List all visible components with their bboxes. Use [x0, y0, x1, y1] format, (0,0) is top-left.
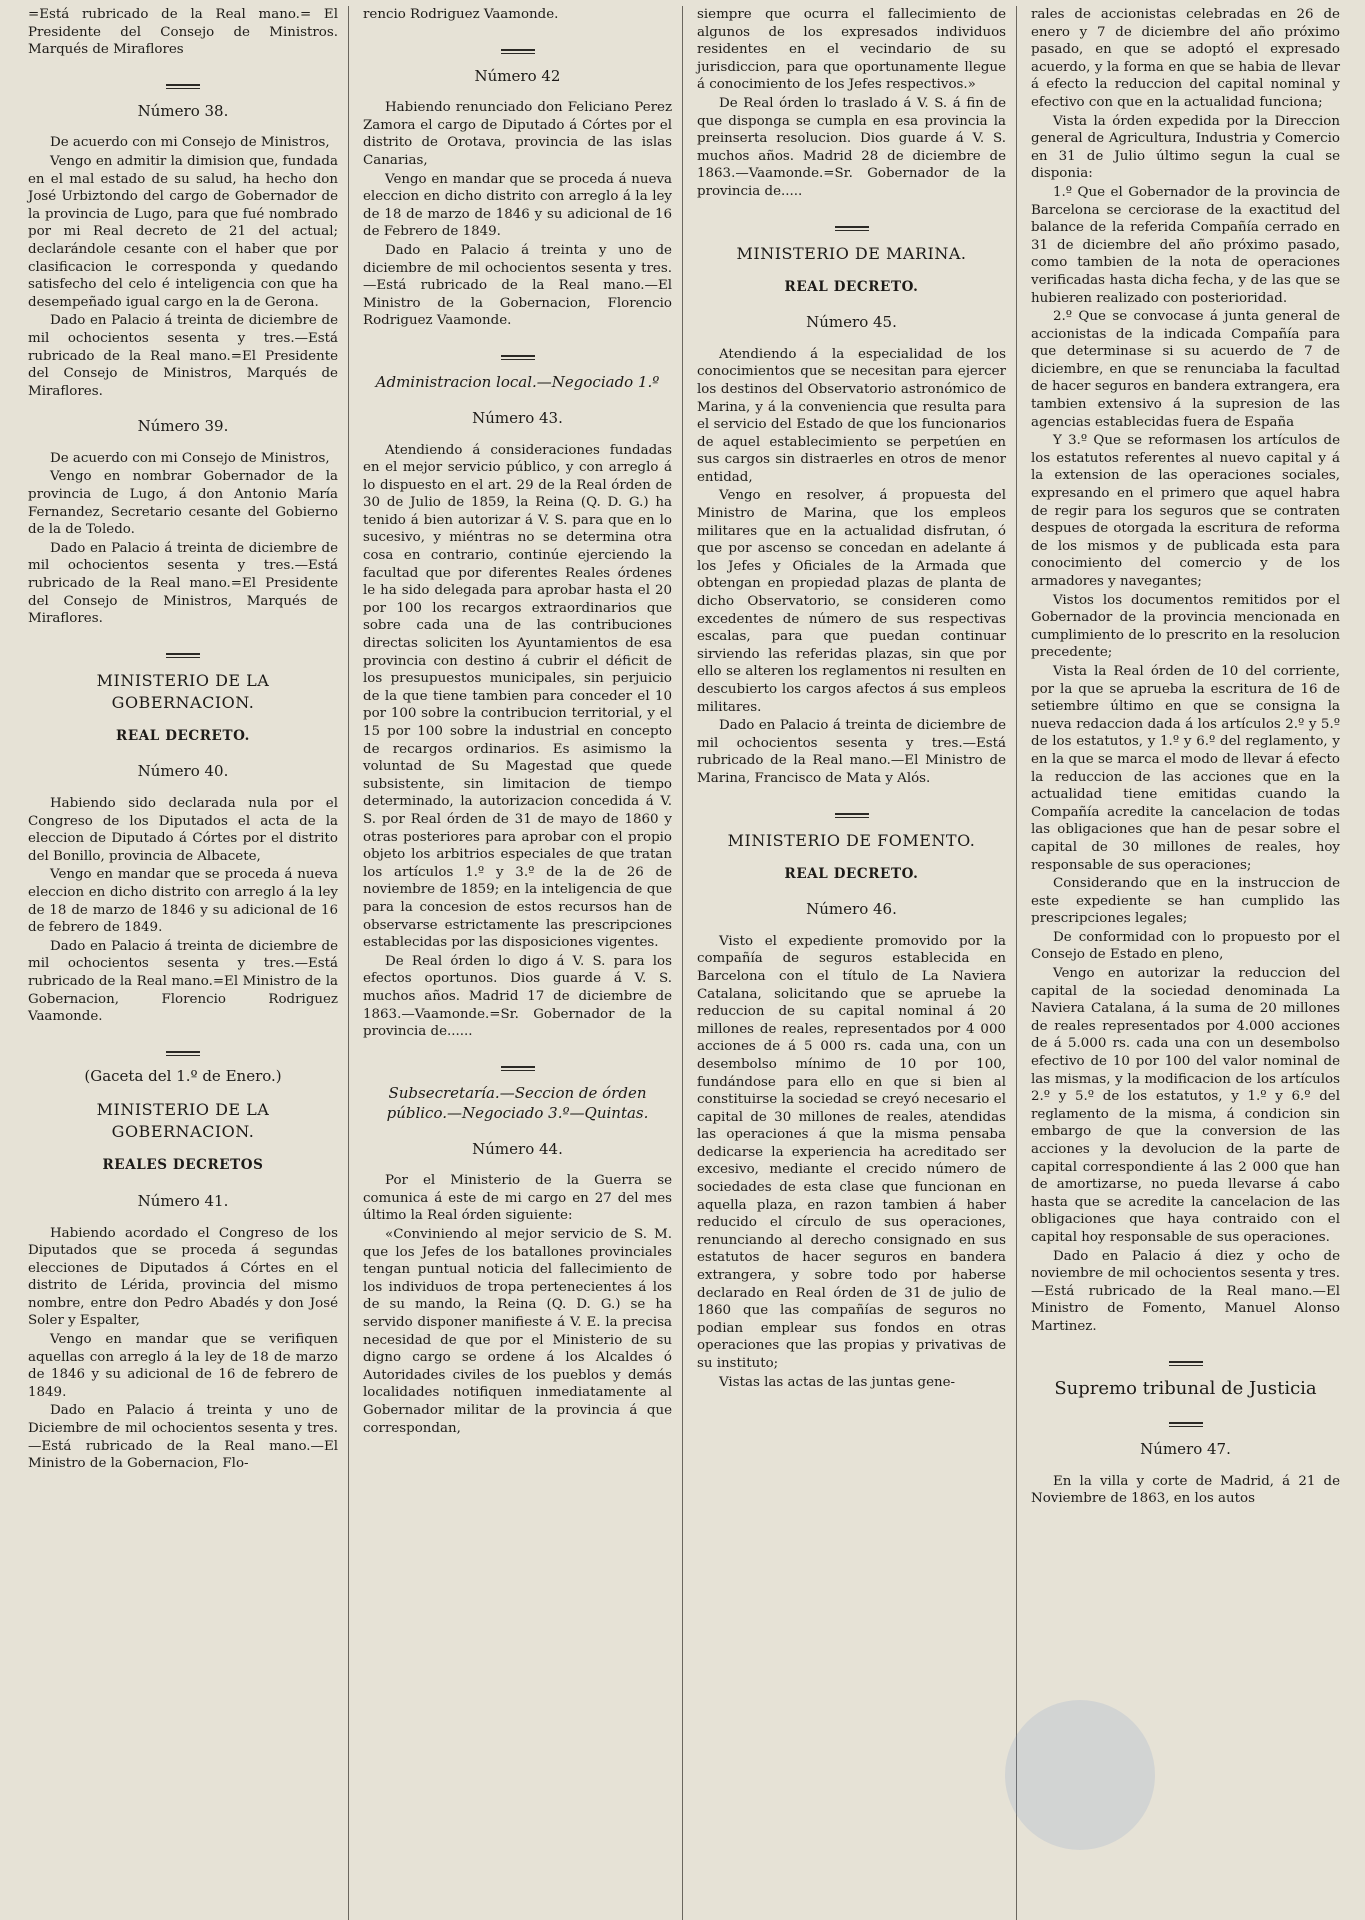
paragraph: Vistas las actas de las juntas gene-: [719, 1374, 956, 1390]
decree-heading: REAL DECRETO.: [784, 278, 919, 295]
library-stamp: [1005, 1700, 1155, 1850]
paragraph: En la villa y corte de Madrid, á 21 de Noviembre de 1863, en los autos: [1031, 1473, 1340, 1507]
decree-number: Número 47.: [1140, 1440, 1231, 1459]
paragraph: Atendiendo á la especialidad de los conocimientos que se necesitan para ejercer los destinos del Observatorio astronómico de Marina, y á la conveniencia que resulta para el servicio del Estado de que los funcionarios de aquel establecimiento se perpetúen en sus cargos sin distraerles en otros de menor entidad,: [697, 346, 1006, 485]
separator: [697, 806, 1006, 814]
decree-number: Número 41.: [137, 1191, 229, 1210]
ministry-heading: MINISTERIO DE FOMENTO.: [727, 830, 976, 850]
paragraph: Vistos los documentos remitidos por el Gobernador de la provincia mencionada en cumplimiento de lo prescrito en la resolucion precedente;: [1031, 592, 1340, 661]
separator: [1031, 1354, 1340, 1362]
paragraph: De Real órden lo traslado á V. S. á fin de que disponga se cumpla en esa provincia la preinserta resolucion. Dios guarde á V. S. muchos años. Madrid 28 de diciembre de 1863.—Vaamonde.=Sr. Gobernador de la provincia de.....: [697, 95, 1006, 199]
paragraph: De acuerdo con mi Consejo de Ministros,: [50, 135, 330, 151]
separator: [28, 77, 338, 85]
ministry-heading: MINISTERIO DE LA GOBERNACION.: [96, 670, 270, 712]
decree-number: Número 38.: [137, 101, 229, 120]
decree-number: Número 46.: [806, 900, 897, 919]
tribunal-heading: Supremo tribunal de Justicia: [1054, 1377, 1317, 1399]
column-2: [348, 6, 682, 1920]
paragraph: rencio Rodriguez Vaamonde.: [363, 7, 559, 22]
paragraph: Dado en Palacio á treinta y uno de diciembre de mil ochocientos sesenta y tres.—Está rubricado de la Real mano.—El Ministro de la Gobernacion, Florencio Rodriguez Vaamonde.: [363, 242, 672, 329]
paragraph: De conformidad con lo propuesto por el Consejo de Estado en pleno,: [1031, 929, 1340, 963]
separator: [697, 219, 1006, 227]
paragraph: Por el Ministerio de la Guerra se comunica á este de mi cargo en 27 del mes último la Real órden siguiente:: [363, 1173, 672, 1224]
paragraph: Habiendo sido declarada nula por el Congreso de los Diputados el acta de la eleccion de Diputado á Córtes por el distrito del Bonillo, provincia de Albacete,: [28, 796, 338, 864]
decree-number: Número 45.: [806, 313, 897, 332]
column-3: [682, 6, 1016, 1920]
separator: [363, 1059, 672, 1067]
paragraph: Vengo en resolver, á propuesta del Ministro de Marina, que los empleos militares que en la actualidad disfrutan, ó que por ascenso se concedan en adelante á los Jefes y Oficiales de la Armada que obtengan en propiedad plazas de planta de dicho Observatorio, se consideren como excedentes de número de sus respectivas escalas, para que puedan continuar sirviendo las referidas plazas, sin que por ello se alteren los reglamentos ni resulten en descubierto los cargos afectos á sus empleos militares.: [697, 488, 1006, 715]
separator: [1031, 1415, 1340, 1423]
separator: [363, 348, 672, 356]
decree-number: Número 39.: [137, 417, 229, 436]
paragraph: Dado en Palacio á treinta de diciembre de mil ochocientos sesenta y tres.—Está rubricado de la Real mano.=El Ministro de la Gobernacion, Florencio Rodriguez Vaamonde.: [28, 938, 338, 1025]
paragraph: Vengo en mandar que se proceda á nueva eleccion en dicho distrito con arreglo á la ley de 18 de marzo de 1846 y su adicional de 16 de febrero de 1849.: [28, 867, 338, 936]
paragraph: Visto el expediente promovido por la compañía de seguros establecida en Barcelona con el título de La Naviera Catalana, solicitando que se apruebe la reduccion de su capital nominal á 20 millones de reales, representados por 4 000 acciones de á 5 000 rs. cada una, con un desembolso mínimo de 10 por 100, fundándose para ello en que si bien al constituirse la sociedad se creyó necesario el capital de 30 millones de reales, atendidas las operaciones á que la misma pensaba dedicarse la experiencia ha acreditado ser excesivo, mediante el crecido número de sociedades de esta clase que funcionan en aquella plaza, en razon tambien á haber reducido el círculo de sus operaciones, renunciando al derecho consignado en sus estatutos de hacer seguros en bandera extrangera, y sobre todo por haberse declarado en Real órden de 31 de julio de 1860 que las compañías de seguros no podian emplear sus fondos en otras operaciones que las propias y privativas de su instituto;: [697, 933, 1006, 1371]
ministry-heading: MINISTERIO DE LA GOBERNACION.: [96, 1100, 270, 1142]
paragraph: siempre que ocurra el fallecimiento de algunos de los expresados individuos residentes en el vecindario de su jurisdiccion, para que oportunamente llegue á conocimiento de los Jefes respectivos.»: [697, 7, 1006, 93]
decree-number: Número 42: [474, 66, 561, 85]
decree-number: Número 44.: [472, 1139, 563, 1158]
paragraph: Considerando que en la instruccion de este expediente se han cumplido las prescripciones legales;: [1031, 876, 1340, 927]
column-1: [14, 6, 348, 1920]
paragraph: =Está rubricado de la Real mano.= El Presidente del Consejo de Ministros. Marqués de Miraflores: [28, 7, 338, 58]
paragraph: 1.º Que el Gobernador de la provincia de Barcelona se cerciorase de la exactitud del balance de la referida Compañía cerrado en 31 de diciembre del año próximo pasado, como tambien de la nota de operaciones verificadas hasta dicha fecha, y de las que se hubieren realizado con posterioridad.: [1031, 184, 1340, 306]
section-heading: Subsecretaría.—Seccion de órden público.—Negociado 3.º—Quintas.: [386, 1083, 649, 1122]
paragraph: Vista la órden expedida por la Direccion general de Agricultura, Industria y Comercio en 31 de Julio último segun la cual se disponia:: [1031, 113, 1340, 182]
decree-heading: REAL DECRETO.: [116, 727, 250, 744]
decree-heading: REALES DECRETOS: [102, 1157, 264, 1174]
separator: [28, 1044, 338, 1052]
paragraph: Habiendo renunciado don Feliciano Perez Zamora el cargo de Diputado á Córtes por el distrito de Orotava, provincia de las islas Canarias,: [363, 100, 672, 168]
ministry-heading: MINISTERIO DE MARINA.: [736, 243, 967, 263]
paragraph: Habiendo acordado el Congreso de los Diputados que se proceda á segundas elecciones de Diputados á Córtes en el distrito de Lérida, provincia del mismo nombre, entre don Pedro Abadés y don José Soler y Espalter,: [28, 1225, 338, 1329]
paragraph: Dado en Palacio á diez y ocho de noviembre de mil ochocientos sesenta y tres.—Está rubricado de la Real mano.—El Ministro de Fomento, Manuel Alonso Martinez.: [1031, 1248, 1340, 1334]
paragraph: Vengo en mandar que se proceda á nueva eleccion en dicho distrito con arreglo á la ley de 18 de marzo de 1846 y su adicional de 16 de Febrero de 1849.: [363, 171, 672, 240]
paragraph: Vengo en autorizar la reduccion del capital de la sociedad denominada La Naviera Catalana, á la suma de 20 millones de reales representados por 4.000 acciones de á 5.000 rs. cada una con un desembolso efectivo de 10 por 100 del valor nominal de las mismas, y la modificacion de los artículos 2.º y 5.º de los estatutos, y 1.º y 6.º del reglamento de la misma, á condicion sin embargo de que la conversion de las acciones y la devolucion de la parte de capital correspondiente á las 2 000 que han de amortizarse, no pueda llevarse á cabo hasta que se acredite la cancelacion de las obligaciones que haya contraido con el capital hoy responsable de sus operaciones.: [1031, 966, 1340, 1245]
paragraph: Vengo en admitir la dimision que, fundada en el mal estado de su salud, ha hecho don José Urbiztondo del cargo de Gobernador de la provincia de Lugo, para que fué nombrado por mi Real decreto de 21 del actual; declarándole cesante con el haber que por clasificacion le corresponda y quedando satisfecho del celo é inteligencia con que ha desempeñado igual cargo en la de Gerona.: [28, 153, 338, 310]
paragraph: Dado en Palacio á treinta de diciembre de mil ochocientos sesenta y tres.—Está rubricado de la Real mano.—El Ministro de Marina, Francisco de Mata y Alós.: [697, 718, 1006, 786]
paragraph: 2.º Que se convocase á junta general de accionistas de la indicada Compañía para que determinase si su acuerdo de 7 de diciembre, en que se renunciaba la facultad de hacer seguros en bandera extrangera, era tambien extensivo á la supresion de las agencias establecidas fuera de España: [1031, 309, 1340, 430]
paragraph: De Real órden lo digo á V. S. para los efectos oportunos. Dios guarde á V. S. muchos años. Madrid 17 de diciembre de 1863.—Vaamonde.=Sr. Gobernador de la provincia de......: [363, 953, 672, 1040]
paragraph: Vengo en nombrar Gobernador de la provincia de Lugo, á don Antonio María Fernandez, Secretario cesante del Gobierno de la de Toledo.: [28, 469, 338, 538]
paragraph: Vista la Real órden de 10 del corriente, por la que se aprueba la escritura de 16 de setiembre último en que se consigna la nueva redaccion dada á los artículos 2.º y 5.º de los estatutos, y 1.º y 6.º del reglamento, y en la que se marca el modo de llevar á efecto la reduccion de las acciones que en la actualidad tiene emitidas cuando la Compañía acredite la cancelacion de todas las obligaciones que han de pesar sobre el capital de 30 millones de reales, hoy responsable de sus operaciones;: [1031, 663, 1340, 873]
paragraph: Vengo en mandar que se verifiquen aquellas con arreglo á la ley de 18 de marzo de 1846 y su adicional de 16 de febrero de 1849.: [28, 1332, 338, 1400]
paragraph: Y 3.º Que se reformasen los artículos de los estatutos referentes al nuevo capital y á la extension de las operaciones sociales, expresando en el primero que aquel habra de regir para los seguros que se contraten despues de otorgada la escritura de reforma de los mismos y de publicada esta para conocimiento del comercio y de los armadores y navegantes;: [1031, 433, 1340, 589]
separator: [28, 646, 338, 654]
separator: [363, 42, 672, 50]
paragraph: «Conviniendo al mejor servicio de S. M. que los Jefes de los batallones provinciales tengan puntual noticia del fallecimiento de los individuos de tropa pertenecientes á los de su mando, la Reina (Q. D. G.) se ha servido disponer manifieste á V. E. la precisa necesidad de que por el Ministerio de su digno cargo se ordene á los Alcaldes ó Autoridades civiles de los pueblos y demás localidades notifiquen inmediatamente al Gobernador militar de la provincia á que correspondan,: [363, 1227, 672, 1436]
gazette-date: (Gaceta del 1.º de Enero.): [84, 1066, 282, 1085]
column-4: [1016, 6, 1350, 1920]
paragraph: Dado en Palacio á treinta de diciembre de mil ochocientos sesenta y tres.—Está rubricado de la Real mano.=El Presidente del Consejo de Ministros, Marqués de Miraflores.: [28, 313, 338, 399]
paragraph: De acuerdo con mi Consejo de Ministros,: [50, 450, 330, 466]
paragraph: rales de accionistas celebradas en 26 de enero y 7 de diciembre del año próximo pasado, en que se adoptó el expresado acuerdo, y la forma en que se habia de llevar á efecto la reduccion del capital nominal y efectivo con que en la actualidad funciona;: [1031, 7, 1340, 110]
paragraph: Dado en Palacio á treinta de diciembre de mil ochocientos sesenta y tres.—Está rubricado de la Real mano.=El Presidente del Consejo de Ministros, Marqués de Miraflores.: [28, 540, 338, 627]
decree-number: Número 43.: [472, 408, 563, 427]
section-heading: Administracion local.—Negociado 1.º: [375, 372, 660, 391]
paragraph: Dado en Palacio á treinta y uno de Diciembre de mil ochocientos sesenta y tres.—Está rubricado de la Real mano.—El Ministro de la Gobernacion, Flo-: [28, 1403, 338, 1472]
paragraph: Atendiendo á consideraciones fundadas en el mejor servicio público, y con arreglo á lo dispuesto en el art. 29 de la Real órden de 30 de Julio de 1859, la Reina (Q. D. G.) ha tenido á bien autorizar á V. S. para que en lo sucesivo, y miéntras no se determina otra cosa en contrario, continúe ejerciendo la facultad que por diferentes Reales órdenes le ha sido delegada para aprobar hasta el 20 por 100 los recargos extraordinarios que sobre cada una de las contribuciones directas soliciten los Ayuntamientos de esa provincia con destino á cubrir el déficit de los presupuestos municipales, sin perjuicio de la que tiene tambien para conceder el 10 por 100 sobre la contribucion territorial, y el 15 por 100 sobre la industrial en concepto de recargos ordinarios. Es asimismo la voluntad de Su Magestad que quede subsistente, sin limitacion de tiempo determinado, la autorizacion concedida á V. S. por Real órden de 31 de mayo de 1860 y otras posteriores para aprobar con el propio objeto los arbitrios especiales de que tratan los artículos 1.º y 3.º de la de 26 de noviembre de 1859; en la inteligencia de que para la concesion de estos recursos han de observarse estrictamente las prescripciones establecidas por las disposiciones vigentes.: [363, 442, 672, 951]
decree-heading: REAL DECRETO.: [784, 865, 919, 882]
decree-number: Número 40.: [137, 762, 229, 781]
